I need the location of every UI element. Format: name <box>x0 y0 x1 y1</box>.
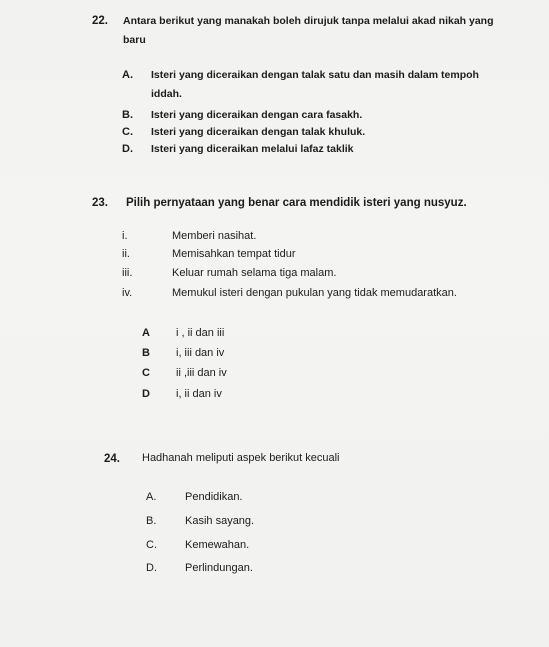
q24-option-d-letter: D. <box>146 562 157 574</box>
question-23-text: Pilih pernyataan yang benar cara mendidik isteri yang nusyuz. <box>126 197 467 209</box>
q22-option-a-line2: iddah. <box>151 88 182 100</box>
question-22-number: 22. <box>92 15 108 27</box>
q24-option-a-text: Pendidikan. <box>185 491 243 503</box>
q23-option-d-text: i, ii dan iv <box>176 388 222 400</box>
q23-statement-iii-text: Keluar rumah selama tiga malam. <box>172 267 337 279</box>
q23-statement-iv-roman: iv. <box>122 287 133 299</box>
q24-option-c-text: Kemewahan. <box>185 539 250 551</box>
question-24-stem: Hadhanah meliputi aspek berikut kecuali <box>142 452 340 464</box>
q23-option-a-letter: A <box>142 327 150 339</box>
q24-option-b-letter: B. <box>146 515 157 527</box>
q22-option-b-letter: B. <box>122 109 133 121</box>
q24-option-c-letter: C. <box>146 539 157 551</box>
q24-option-a-letter: A. <box>146 491 157 503</box>
q23-option-c-text: ii ,iii dan iv <box>176 367 227 379</box>
q22-option-c-text: Isteri yang diceraikan dengan talak khuluk. <box>151 126 366 138</box>
q23-option-b-letter: B <box>142 347 150 359</box>
q24-option-b-text: Kasih sayang. <box>185 515 255 527</box>
q22-option-c-letter: C. <box>122 126 133 138</box>
q23-option-d-letter: D <box>142 388 150 400</box>
q23-statement-i-roman: i. <box>122 230 128 242</box>
question-23-number: 23. <box>92 197 108 209</box>
q24-option-d-text: Perlindungan. <box>185 562 253 574</box>
q22-option-b-text: Isteri yang diceraikan dengan cara fasakh. <box>151 109 363 121</box>
q23-statement-ii-roman: ii. <box>122 248 130 260</box>
question-24-text <box>142 451 340 465</box>
q23-statement-iii-roman: iii. <box>122 267 133 279</box>
question-24-number: 24. <box>104 453 120 465</box>
q22-option-d-letter: D. <box>122 143 133 155</box>
q23-option-c-letter: C <box>142 367 150 379</box>
q23-option-b-text: i, iii dan iv <box>176 347 225 359</box>
question-22-text-line1: Antara berikut yang manakah boleh dirujuk tanpa melalui akad nikah yang <box>123 15 494 27</box>
q23-statement-i-text: Memberi nasihat. <box>172 230 257 242</box>
q22-option-a-letter: A. <box>122 69 133 81</box>
question-22-text-line2: baru <box>123 34 146 46</box>
q23-option-a-text: i , ii dan iii <box>176 327 225 339</box>
q22-option-a-line1: Isteri yang diceraikan dengan talak satu dan masih dalam tempoh <box>151 69 479 81</box>
q23-statement-ii-text: Memisahkan tempat tidur <box>172 248 296 260</box>
q22-option-d-text: Isteri yang diceraikan melalui lafaz taklik <box>151 143 354 155</box>
q23-statement-iv-text: Memukul isteri dengan pukulan yang tidak memudaratkan. <box>172 287 457 299</box>
